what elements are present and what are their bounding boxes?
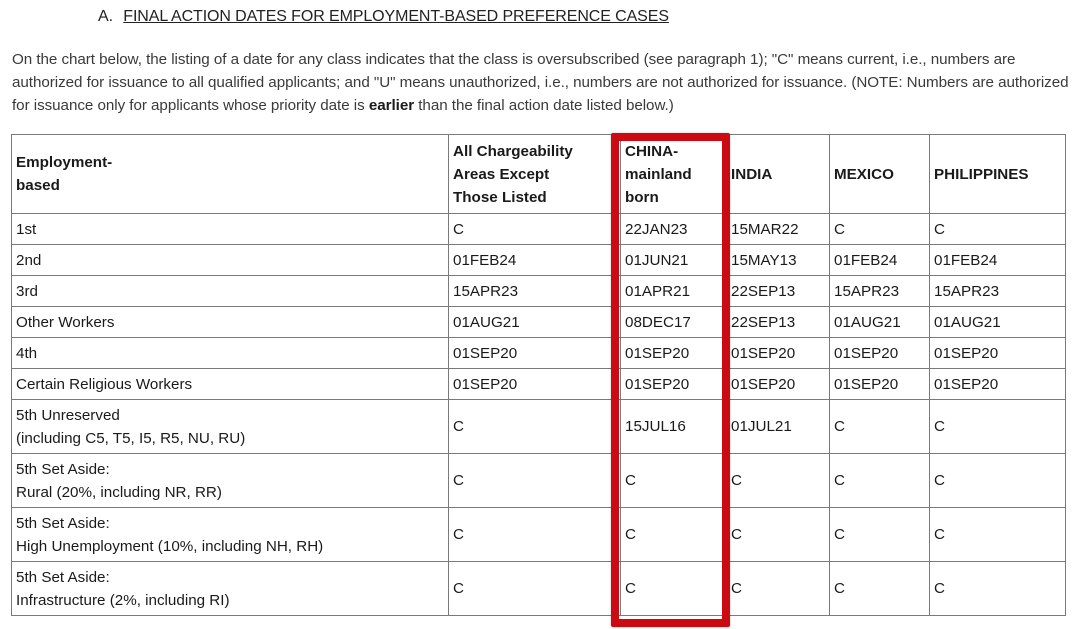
cell-philippines: 01SEP20: [930, 369, 1066, 400]
table-row: [12, 454, 1066, 508]
table-row: [12, 562, 1066, 616]
section-title: FINAL ACTION DATES FOR EMPLOYMENT-BASED PREFERENCE CASES: [123, 8, 669, 25]
cell-category: 3rd: [12, 276, 449, 307]
cell-category-line1: 5th Unreserved: [16, 406, 120, 424]
cell-china: 08DEC17: [621, 307, 727, 338]
cell-india: 22SEP13: [727, 307, 830, 338]
intro-text-part1: On the chart below, the listing of a date for any class indicates that the class is oversubscribed (see paragraph 1); "C" means current, i.e., numbers are authorized for issuance to all qualified applicants; and "U" means unauthorized, i.e., numbers are not authorized for issuance. (NOTE: Numbers are authorized for issuance only for applicants whose priority date is: [12, 51, 1069, 114]
section-letter: A.: [98, 8, 113, 25]
cell-category-line1: 5th Set Aside:: [16, 568, 110, 586]
cell-mexico: C: [830, 562, 930, 616]
cell-mexico: C: [830, 400, 930, 454]
cell-india: C: [727, 508, 830, 562]
cell-all: 01SEP20: [449, 369, 621, 400]
table-row: [12, 338, 1066, 369]
cell-india: 15MAR22: [727, 214, 830, 245]
cell-india: 15MAY13: [727, 245, 830, 276]
header-india: INDIA: [727, 135, 830, 214]
intro-text-part2: than the final action date listed below.): [414, 97, 674, 114]
cell-category-line2: Rural (20%, including NR, RR): [16, 483, 222, 501]
cell-china: C: [621, 562, 727, 616]
cell-all: 01SEP20: [449, 338, 621, 369]
intro-emphasis: earlier: [368, 97, 415, 114]
cell-india: 01SEP20: [727, 369, 830, 400]
cell-mexico: 01AUG21: [830, 307, 930, 338]
header-china-line3: born: [625, 188, 659, 206]
header-all-line2: Areas Except: [453, 165, 550, 183]
cell-philippines: 01AUG21: [930, 307, 1066, 338]
cell-china: 01APR21: [621, 276, 727, 307]
final-action-dates-table: [11, 134, 1066, 616]
header-category-line1: Employment-: [16, 154, 113, 171]
cell-india: C: [727, 454, 830, 508]
cell-category-line2: Infrastructure (2%, including RI): [16, 591, 230, 609]
cell-china: C: [621, 508, 727, 562]
cell-category-line1: 5th Set Aside:: [16, 514, 110, 532]
cell-india: 01JUL21: [727, 400, 830, 454]
cell-all: C: [449, 454, 621, 508]
cell-category-line2: (including C5, T5, I5, R5, NU, RU): [16, 429, 246, 447]
cell-philippines: C: [930, 400, 1066, 454]
cell-category: Certain Religious Workers: [12, 369, 449, 400]
cell-mexico: 15APR23: [830, 276, 930, 307]
header-mexico: MEXICO: [830, 135, 930, 214]
cell-philippines: 01SEP20: [930, 338, 1066, 369]
cell-all: 01AUG21: [449, 307, 621, 338]
table-row: [12, 214, 1066, 245]
cell-china: C: [621, 454, 727, 508]
cell-mexico: C: [830, 214, 930, 245]
table-row: [12, 276, 1066, 307]
cell-mexico: 01SEP20: [830, 338, 930, 369]
cell-philippines: C: [930, 508, 1066, 562]
cell-category: 4th: [12, 338, 449, 369]
cell-philippines: 15APR23: [930, 276, 1066, 307]
cell-mexico: 01SEP20: [830, 369, 930, 400]
cell-mexico: 01FEB24: [830, 245, 930, 276]
header-all-line1: All Chargeability: [453, 142, 573, 160]
cell-china: 22JAN23: [621, 214, 727, 245]
table-row: [12, 400, 1066, 454]
cell-category: [12, 508, 449, 562]
cell-category: 1st: [12, 214, 449, 245]
cell-india: 22SEP13: [727, 276, 830, 307]
cell-all: C: [449, 562, 621, 616]
cell-china: 01SEP20: [621, 338, 727, 369]
header-china-line2: mainland: [625, 165, 692, 183]
header-china-line1: CHINA-: [625, 142, 679, 160]
cell-category-line1: 5th Set Aside:: [16, 460, 110, 478]
cell-philippines: C: [930, 562, 1066, 616]
cell-philippines: C: [930, 454, 1066, 508]
cell-philippines: C: [930, 214, 1066, 245]
header-all-line3: Those Listed: [453, 188, 547, 206]
section-heading: [98, 8, 669, 26]
table-row: [12, 307, 1066, 338]
cell-category: [12, 400, 449, 454]
cell-china: 15JUL16: [621, 400, 727, 454]
cell-all: C: [449, 508, 621, 562]
cell-india: C: [727, 562, 830, 616]
header-all-chargeability: [449, 135, 621, 214]
cell-philippines: 01FEB24: [930, 245, 1066, 276]
cell-china: 01JUN21: [621, 245, 727, 276]
cell-category: 2nd: [12, 245, 449, 276]
cell-all: C: [449, 400, 621, 454]
cell-all: 01FEB24: [449, 245, 621, 276]
table-row: [12, 369, 1066, 400]
cell-mexico: C: [830, 454, 930, 508]
cell-all: 15APR23: [449, 276, 621, 307]
intro-paragraph: [12, 48, 1072, 117]
table-header-row: [12, 135, 1066, 214]
cell-category-line2: High Unemployment (10%, including NH, RH): [16, 537, 324, 555]
cell-india: 01SEP20: [727, 338, 830, 369]
cell-category: Other Workers: [12, 307, 449, 338]
header-philippines: PHILIPPINES: [930, 135, 1066, 214]
cell-category: [12, 454, 449, 508]
cell-china: 01SEP20: [621, 369, 727, 400]
header-employment-based: [12, 135, 449, 214]
cell-all: C: [449, 214, 621, 245]
cell-category: [12, 562, 449, 616]
table-row: [12, 508, 1066, 562]
header-china: [621, 135, 727, 214]
table-row: [12, 245, 1066, 276]
cell-mexico: C: [830, 508, 930, 562]
header-category-line2: based: [16, 177, 60, 194]
